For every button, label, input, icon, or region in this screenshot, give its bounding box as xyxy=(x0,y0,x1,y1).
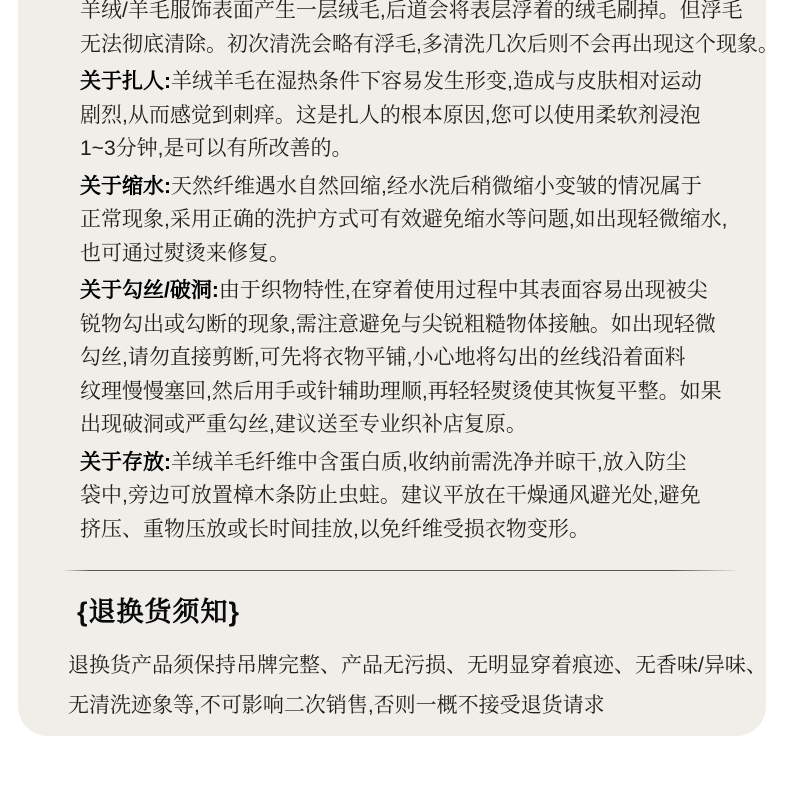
care-paragraph xyxy=(80,274,766,442)
care-line: 关于存放:羊绒羊毛纤维中含蛋白质,收纳前需洗净并晾干,放入防尘 xyxy=(80,450,687,474)
care-instructions-block xyxy=(80,0,779,546)
care-line: 关于勾丝/破洞:由于织物特性,在穿着使用过程中其表面容易出现被尖 xyxy=(80,279,708,302)
care-line: 也可通过熨烫来修复。 xyxy=(80,241,290,265)
return-policy-line: 退换货产品须保持吊牌完整、产品无污损、无明显穿着痕迹、无香味/异味、 xyxy=(68,654,767,677)
care-line: 勾丝,请勿直接剪断,可先将衣物平铺,小心地将勾出的丝线沿着面料 xyxy=(80,346,686,369)
care-line: 剧烈,从而感觉到刺痒。这是扎人的根本原因,您可以使用柔软剂浸泡 xyxy=(80,103,701,127)
care-paragraph xyxy=(80,446,766,547)
section-divider xyxy=(63,570,740,571)
care-line: 袋中,旁边可放置樟木条防止虫蛀。建议平放在干燥通风避光处,避免 xyxy=(80,484,701,507)
care-line: 关于扎人:羊绒羊毛在湿热条件下容易发生形变,造成与皮肤相对运动 xyxy=(80,70,702,93)
product-detail-card xyxy=(18,0,779,736)
return-policy-text xyxy=(68,646,767,726)
care-line: 关于缩水:天然纤维遇水自然回缩,经水洗后稍微缩小变皱的情况属于 xyxy=(80,174,702,198)
care-paragraph xyxy=(80,65,766,166)
care-line: 出现破洞或严重勾丝,建议送至专业织补店复原。 xyxy=(80,413,527,436)
care-line: 1~3分钟,是可以有所改善的。 xyxy=(80,137,353,160)
return-policy-title: {退换货须知} xyxy=(77,597,241,627)
care-line: 无法彻底清除。初次清洗会略有浮毛,多清洗几次后则不会再出现这个现象。 xyxy=(80,32,779,56)
care-paragraph xyxy=(80,170,766,271)
care-line: 锐物勾出或勾断的现象,需注意避免与尖锐粗糙物体接触。如出现轻微 xyxy=(80,312,716,336)
return-policy-line: 无清洗迹象等,不可影响二次销售,否则一概不接受退货请求 xyxy=(68,694,605,717)
care-paragraph-label: 关于勾丝/破洞: xyxy=(80,279,219,302)
care-paragraph-label: 关于缩水: xyxy=(80,174,171,198)
care-line: 羊绒/羊毛服饰表面产生一层绒毛,后道会将表层浮着的绒毛刷掉。但浮毛 xyxy=(80,0,743,22)
care-paragraph xyxy=(80,0,779,61)
care-paragraph-label: 关于存放: xyxy=(80,450,171,474)
care-line: 挤压、重物压放或长时间挂放,以免纤维受损衣物变形。 xyxy=(80,517,590,541)
care-line: 正常现象,采用正确的洗护方式可有效避免缩水等问题,如出现轻微缩水, xyxy=(80,208,728,231)
care-paragraph-label: 关于扎人: xyxy=(80,70,171,93)
care-line: 纹理慢慢塞回,然后用手或针辅助理顺,再轻轻熨烫使其恢复平整。如果 xyxy=(80,379,722,403)
